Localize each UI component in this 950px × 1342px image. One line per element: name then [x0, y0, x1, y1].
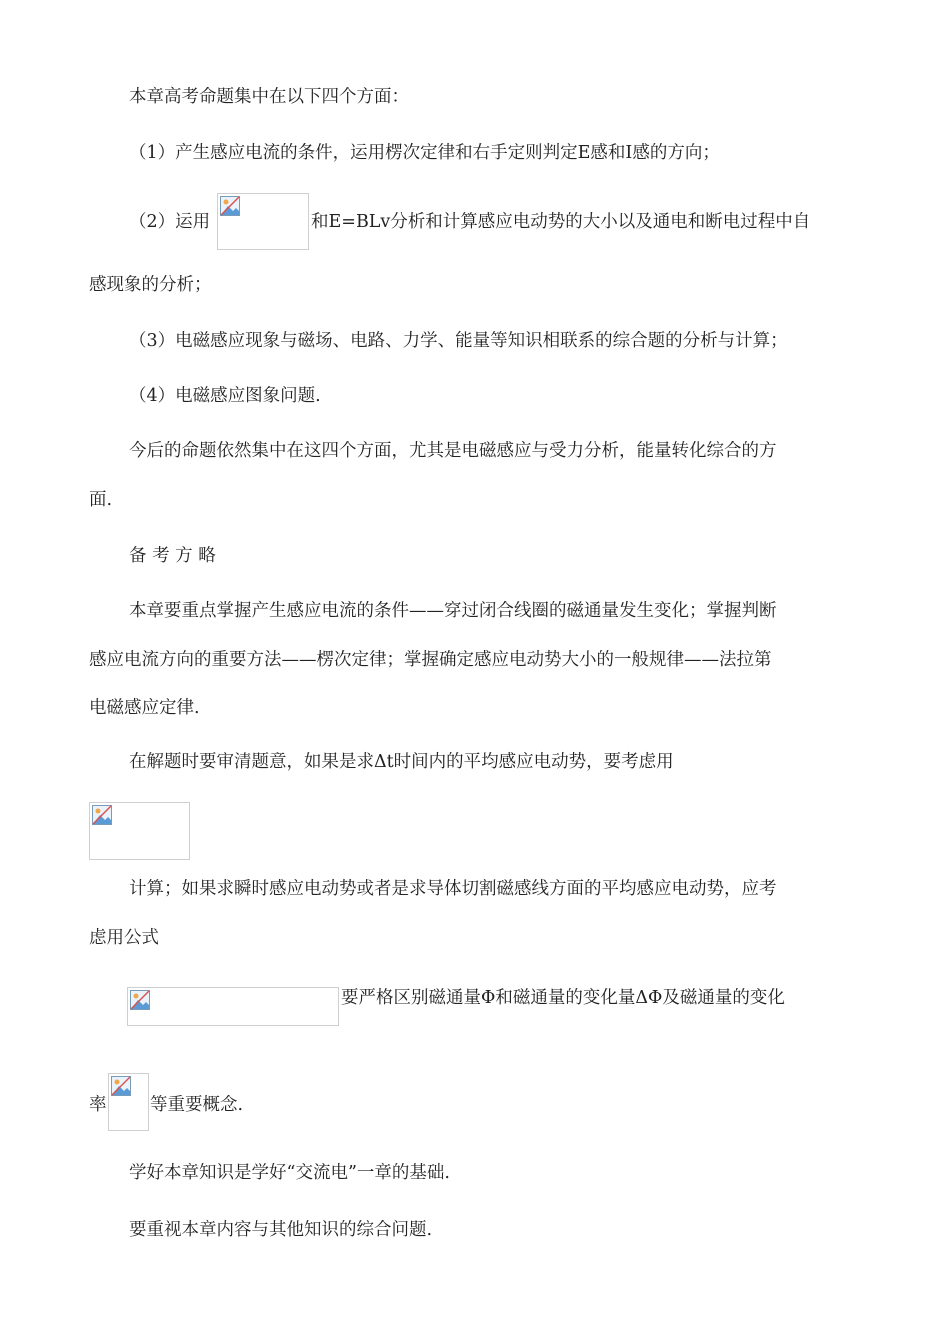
formula-image-2 [89, 802, 190, 860]
paragraph-item-3: （3）电磁感应现象与磁场、电路、力学、能量等知识相联系的综合题的分析与计算； [129, 331, 788, 351]
paragraph-item-4: （4）电磁感应图象问题. [129, 386, 321, 406]
paragraph-distinguish-end: 等重要概念. [150, 1095, 244, 1115]
paragraph-solving-cont-2: 虑用公式 [89, 928, 159, 948]
paragraph-distinguish-rate: 率 [89, 1095, 107, 1115]
broken-image-icon [130, 990, 150, 1010]
broken-image-icon [92, 805, 112, 825]
formula-image-1 [217, 193, 309, 250]
formula-image-4 [108, 1073, 149, 1131]
paragraph-outlook-cont: 面. [89, 490, 113, 510]
paragraph-solving-cont: 计算；如果求瞬时感应电动势或者是求导体切割磁感线方面的平均感应电动势，应考 [129, 879, 777, 899]
paragraph-solving: 在解题时要审清题意，如果是求Δt时间内的平均感应电动势，要考虑用 [129, 752, 674, 772]
paragraph-item-2-cont: 感现象的分析； [89, 275, 212, 295]
paragraph-strategy-1: 本章要重点掌握产生感应电流的条件——穿过闭合线圈的磁通量发生变化；掌握判断 [129, 601, 777, 621]
paragraph-distinguish: 要严格区别磁通量Φ和磁通量的变化量ΔΦ及磁通量的变化 [341, 988, 785, 1008]
broken-image-icon [220, 196, 240, 216]
paragraph-intro: 本章高考命题集中在以下四个方面： [129, 87, 409, 107]
paragraph-item-1: （1）产生感应电流的条件，运用楞次定律和右手定则判定E感和I感的方向； [129, 143, 720, 163]
paragraph-outlook: 今后的命题依然集中在这四个方面，尤其是电磁感应与受力分析，能量转化综合的方 [129, 441, 777, 461]
paragraph-strategy-2: 感应电流方向的重要方法——楞次定律；掌握确定感应电动势大小的一般规律——法拉第 [89, 650, 772, 670]
formula-image-3 [127, 987, 339, 1026]
paragraph-synthesis: 要重视本章内容与其他知识的综合问题. [129, 1220, 433, 1240]
paragraph-foundation: 学好本章知识是学好“交流电”一章的基础. [129, 1163, 450, 1183]
broken-image-icon [111, 1076, 131, 1096]
paragraph-strategy-3: 电磁感应定律. [89, 698, 200, 718]
paragraph-item-2-start: （2）运用 [129, 212, 211, 232]
section-heading: 备 考 方 略 [129, 546, 216, 566]
paragraph-item-2-rest: 和E=BLv分析和计算感应电动势的大小以及通电和断电过程中自 [311, 212, 811, 232]
